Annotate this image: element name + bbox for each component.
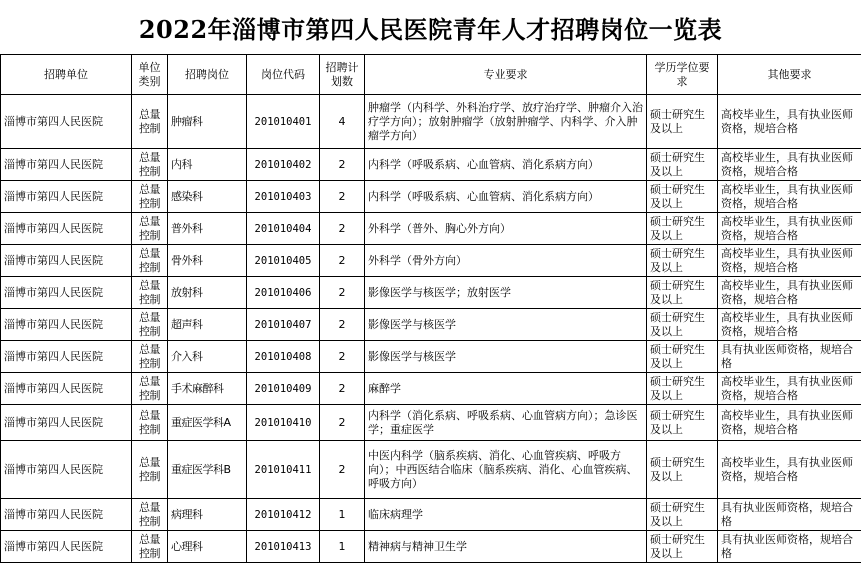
table-row: [1, 441, 861, 499]
cell-post: 超声科: [168, 309, 247, 341]
cell-other: 高校毕业生，具有执业医师资格，规培合格: [718, 245, 861, 277]
header-count: 招聘计划数: [320, 55, 365, 95]
table-row: [1, 245, 861, 277]
cell-other: 高校毕业生，具有执业医师资格，规培合格: [718, 373, 861, 405]
cell-major: 影像医学与核医学: [365, 309, 647, 341]
cell-other: 高校毕业生，具有执业医师资格，规培合格: [718, 405, 861, 441]
cell-unit: 淄博市第四人民医院: [1, 341, 132, 373]
table-row: [1, 309, 861, 341]
cell-other: 高校毕业生，具有执业医师资格，规培合格: [718, 441, 861, 499]
page-title: 2022年淄博市第四人民医院青年人才招聘岗位一览表: [0, 0, 861, 55]
cell-code: 201010406: [247, 277, 320, 309]
cell-major: 精神病与精神卫生学: [365, 531, 647, 563]
table-row: [1, 531, 861, 563]
cell-degree: 硕士研究生及以上: [647, 341, 718, 373]
cell-code: 201010404: [247, 213, 320, 245]
cell-post: 内科: [168, 149, 247, 181]
table-row: [1, 95, 861, 149]
cell-count: 2: [320, 245, 365, 277]
cell-unit: 淄博市第四人民医院: [1, 373, 132, 405]
cell-category: 总量控制: [132, 95, 168, 149]
cell-category: 总量控制: [132, 531, 168, 563]
cell-unit: 淄博市第四人民医院: [1, 181, 132, 213]
cell-post: 普外科: [168, 213, 247, 245]
table-row: [1, 373, 861, 405]
table-row: [1, 341, 861, 373]
cell-category: 总量控制: [132, 341, 168, 373]
cell-count: 1: [320, 499, 365, 531]
cell-major: 麻醉学: [365, 373, 647, 405]
cell-count: 2: [320, 277, 365, 309]
cell-count: 2: [320, 309, 365, 341]
cell-major: 影像医学与核医学；放射医学: [365, 277, 647, 309]
cell-post: 骨外科: [168, 245, 247, 277]
header-unit: 招聘单位: [1, 55, 132, 95]
cell-other: 高校毕业生，具有执业医师资格，规培合格: [718, 213, 861, 245]
cell-degree: 硕士研究生及以上: [647, 373, 718, 405]
cell-unit: 淄博市第四人民医院: [1, 245, 132, 277]
cell-post: 放射科: [168, 277, 247, 309]
cell-code: 201010407: [247, 309, 320, 341]
header-post: 招聘岗位: [168, 55, 247, 95]
cell-degree: 硕士研究生及以上: [647, 277, 718, 309]
cell-degree: 硕士研究生及以上: [647, 309, 718, 341]
cell-category: 总量控制: [132, 499, 168, 531]
cell-category: 总量控制: [132, 277, 168, 309]
cell-code: 201010401: [247, 95, 320, 149]
cell-major: 外科学（骨外方向）: [365, 245, 647, 277]
cell-degree: 硕士研究生及以上: [647, 405, 718, 441]
cell-major: 外科学（普外、胸心外方向）: [365, 213, 647, 245]
header-major: 专业要求: [365, 55, 647, 95]
cell-count: 2: [320, 441, 365, 499]
cell-major: 内科学（消化系病、呼吸系病、心血管病方向）；急诊医学；重症医学: [365, 405, 647, 441]
cell-degree: 硕士研究生及以上: [647, 181, 718, 213]
cell-category: 总量控制: [132, 441, 168, 499]
cell-unit: 淄博市第四人民医院: [1, 499, 132, 531]
cell-other: 高校毕业生，具有执业医师资格，规培合格: [718, 149, 861, 181]
cell-other: 高校毕业生，具有执业医师资格，规培合格: [718, 181, 861, 213]
cell-degree: 硕士研究生及以上: [647, 213, 718, 245]
cell-other: 具有执业医师资格，规培合格: [718, 499, 861, 531]
cell-other: 高校毕业生，具有执业医师资格，规培合格: [718, 95, 861, 149]
cell-code: 201010405: [247, 245, 320, 277]
cell-count: 2: [320, 213, 365, 245]
cell-count: 4: [320, 95, 365, 149]
cell-count: 2: [320, 181, 365, 213]
cell-post: 病理科: [168, 499, 247, 531]
cell-degree: 硕士研究生及以上: [647, 245, 718, 277]
cell-code: 201010403: [247, 181, 320, 213]
positions-table: [0, 54, 861, 563]
cell-other: 具有执业医师资格，规培合格: [718, 341, 861, 373]
cell-code: 201010410: [247, 405, 320, 441]
cell-major: 临床病理学: [365, 499, 647, 531]
table-row: [1, 499, 861, 531]
cell-category: 总量控制: [132, 149, 168, 181]
cell-category: 总量控制: [132, 405, 168, 441]
cell-unit: 淄博市第四人民医院: [1, 277, 132, 309]
cell-post: 重症医学科B: [168, 441, 247, 499]
cell-count: 2: [320, 149, 365, 181]
cell-code: 201010412: [247, 499, 320, 531]
cell-category: 总量控制: [132, 181, 168, 213]
cell-category: 总量控制: [132, 309, 168, 341]
cell-count: 1: [320, 531, 365, 563]
cell-unit: 淄博市第四人民医院: [1, 213, 132, 245]
cell-post: 重症医学科A: [168, 405, 247, 441]
cell-other: 高校毕业生，具有执业医师资格，规培合格: [718, 277, 861, 309]
cell-code: 201010408: [247, 341, 320, 373]
cell-count: 2: [320, 373, 365, 405]
cell-major: 内科学（呼吸系病、心血管病、消化系病方向）: [365, 181, 647, 213]
table-row: [1, 405, 861, 441]
cell-degree: 硕士研究生及以上: [647, 499, 718, 531]
cell-category: 总量控制: [132, 213, 168, 245]
cell-post: 心理科: [168, 531, 247, 563]
cell-post: 肿瘤科: [168, 95, 247, 149]
cell-category: 总量控制: [132, 245, 168, 277]
table-row: [1, 277, 861, 309]
cell-code: 201010411: [247, 441, 320, 499]
cell-degree: 硕士研究生及以上: [647, 149, 718, 181]
cell-major: 影像医学与核医学: [365, 341, 647, 373]
cell-code: 201010402: [247, 149, 320, 181]
cell-major: 肿瘤学（内科学、外科治疗学、放疗治疗学、肿瘤介入治疗学方向）；放射肿瘤学（放射肿瘤学、内科学、介入肿瘤学方向）: [365, 95, 647, 149]
cell-unit: 淄博市第四人民医院: [1, 95, 132, 149]
cell-code: 201010413: [247, 531, 320, 563]
cell-other: 高校毕业生，具有执业医师资格，规培合格: [718, 309, 861, 341]
table-row: [1, 213, 861, 245]
cell-unit: 淄博市第四人民医院: [1, 441, 132, 499]
cell-major: 内科学（呼吸系病、心血管病、消化系病方向）: [365, 149, 647, 181]
cell-category: 总量控制: [132, 373, 168, 405]
cell-other: 具有执业医师资格，规培合格: [718, 531, 861, 563]
header-other: 其他要求: [718, 55, 861, 95]
cell-post: 介入科: [168, 341, 247, 373]
cell-count: 2: [320, 405, 365, 441]
cell-post: 手术麻醉科: [168, 373, 247, 405]
cell-post: 感染科: [168, 181, 247, 213]
header-category: 单位类别: [132, 55, 168, 95]
table-row: [1, 149, 861, 181]
cell-code: 201010409: [247, 373, 320, 405]
header-code: 岗位代码: [247, 55, 320, 95]
cell-unit: 淄博市第四人民医院: [1, 149, 132, 181]
header-row: [1, 55, 861, 95]
cell-degree: 硕士研究生及以上: [647, 95, 718, 149]
cell-count: 2: [320, 341, 365, 373]
cell-unit: 淄博市第四人民医院: [1, 531, 132, 563]
cell-unit: 淄博市第四人民医院: [1, 405, 132, 441]
cell-degree: 硕士研究生及以上: [647, 441, 718, 499]
cell-degree: 硕士研究生及以上: [647, 531, 718, 563]
table-row: [1, 181, 861, 213]
cell-unit: 淄博市第四人民医院: [1, 309, 132, 341]
header-degree: 学历学位要求: [647, 55, 718, 95]
cell-major: 中医内科学（脑系疾病、消化、心血管疾病、呼吸方向）；中西医结合临床（脑系疾病、消化、心血管疾病、呼吸方向）: [365, 441, 647, 499]
